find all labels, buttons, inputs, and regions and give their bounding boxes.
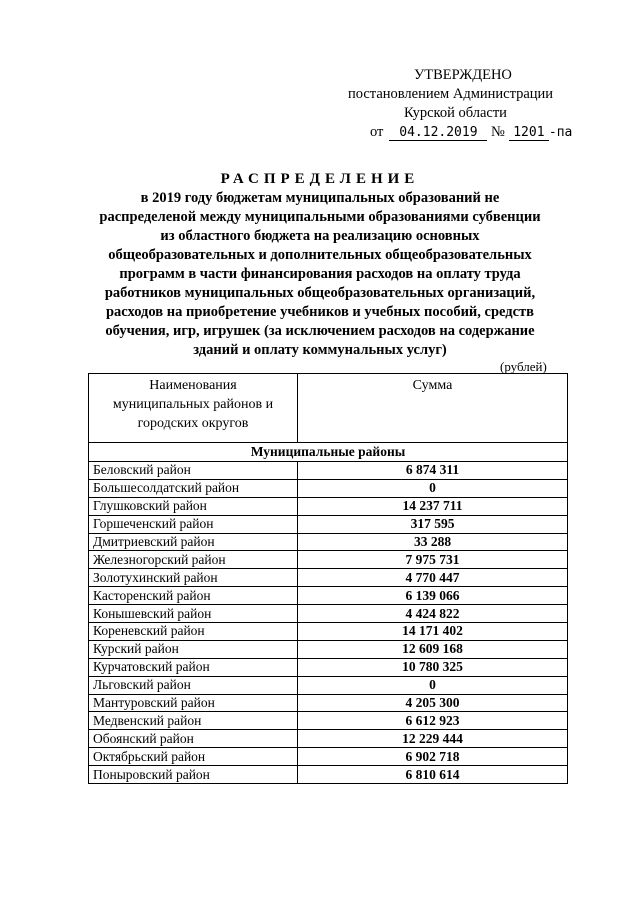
district-amount: 0 <box>298 676 568 694</box>
from-label: от <box>370 124 384 140</box>
district-name: Октябрьский район <box>89 748 298 766</box>
table-row <box>89 730 568 748</box>
district-name: Железногорский район <box>89 551 298 569</box>
column-header-sum: Сумма <box>298 374 568 443</box>
heading-line: в 2019 году бюджетам муниципальных образований не <box>140 190 500 206</box>
table-header-row <box>89 374 568 443</box>
district-amount: 4 424 822 <box>298 605 568 623</box>
column-header-name-line: Наименования <box>149 378 237 393</box>
table-row <box>89 623 568 641</box>
district-name: Горшеченский район <box>89 515 298 533</box>
district-amount: 6 612 923 <box>298 712 568 730</box>
district-amount: 14 237 711 <box>298 497 568 515</box>
distribution-table <box>88 373 568 784</box>
district-amount: 12 609 168 <box>298 640 568 658</box>
district-name: Дмитриевский район <box>89 533 298 551</box>
approval-date: 04.12.2019 <box>389 125 487 141</box>
number-label: № <box>491 124 505 140</box>
district-amount: 7 975 731 <box>298 551 568 569</box>
heading-line: работников муниципальных общеобразовательных организаций, <box>104 285 536 301</box>
heading-line: общеобразовательных и дополнительных общеобразовательных <box>108 247 532 263</box>
column-header-name-line: муниципальных районов и <box>112 397 274 412</box>
table-row <box>89 658 568 676</box>
table-row <box>89 569 568 587</box>
table-row <box>89 497 568 515</box>
district-amount: 4 205 300 <box>298 694 568 712</box>
table-row <box>89 748 568 766</box>
district-amount: 33 288 <box>298 533 568 551</box>
district-name: Глушковский район <box>89 497 298 515</box>
district-amount: 317 595 <box>298 515 568 533</box>
heading-line: обучения, игр, игрушек (за исключением расходов на содержание <box>105 323 535 339</box>
district-name: Золотухинский район <box>89 569 298 587</box>
district-name: Конышевский район <box>89 605 298 623</box>
table-row <box>89 551 568 569</box>
table-row <box>89 587 568 605</box>
district-name: Беловский район <box>89 462 298 480</box>
heading-line: программ в части финансирования расходов на оплату труда <box>119 266 521 282</box>
document-subtitle <box>80 189 560 360</box>
approval-number: 1201 <box>509 125 549 141</box>
section-title: Муниципальные районы <box>89 443 568 462</box>
heading-line: из областного бюджета на реализацию основных <box>160 228 480 244</box>
approval-block <box>348 66 588 142</box>
table-row <box>89 766 568 784</box>
district-amount: 6 810 614 <box>298 766 568 784</box>
section-row <box>89 443 568 462</box>
district-name: Поныровский район <box>89 766 298 784</box>
approval-date-number <box>348 123 588 142</box>
document-heading <box>80 170 560 360</box>
district-amount: 6 902 718 <box>298 748 568 766</box>
district-amount: 6 139 066 <box>298 587 568 605</box>
table-row <box>89 533 568 551</box>
document-title: РАСПРЕДЕЛЕНИЕ <box>220 171 420 187</box>
district-name: Кореневский район <box>89 623 298 641</box>
table-row <box>89 676 568 694</box>
district-name: Курчатовский район <box>89 658 298 676</box>
district-name: Мантуровский район <box>89 694 298 712</box>
district-amount: 12 229 444 <box>298 730 568 748</box>
district-name: Курский район <box>89 640 298 658</box>
table-row <box>89 640 568 658</box>
table-row <box>89 515 568 533</box>
heading-line: расходов на приобретение учебников и учебных пособий, средств <box>105 304 535 320</box>
approval-authority: постановлением Администрации <box>348 86 554 102</box>
district-name: Касторенский район <box>89 587 298 605</box>
approval-number-suffix: -па <box>548 125 573 140</box>
district-amount: 0 <box>298 479 568 497</box>
district-amount: 10 780 325 <box>298 658 568 676</box>
district-name: Обоянский район <box>89 730 298 748</box>
table-row <box>89 605 568 623</box>
table-row <box>89 479 568 497</box>
table-row <box>89 694 568 712</box>
heading-line: зданий и оплату коммунальных услуг) <box>193 342 447 358</box>
district-amount: 6 874 311 <box>298 462 568 480</box>
column-header-name <box>89 374 298 443</box>
district-amount: 4 770 447 <box>298 569 568 587</box>
district-name: Большесолдатский район <box>89 479 298 497</box>
approval-region: Курской области <box>404 105 507 121</box>
district-name: Медвенский район <box>89 712 298 730</box>
approval-title: УТВЕРЖДЕНО <box>414 67 512 83</box>
heading-line: распределеной между муниципальными образованиями субвенции <box>99 209 541 225</box>
district-name: Льговский район <box>89 676 298 694</box>
table-row <box>89 462 568 480</box>
table-row <box>89 712 568 730</box>
column-header-name-line: городских округов <box>137 416 249 431</box>
district-amount: 14 171 402 <box>298 623 568 641</box>
units-label: (рублей) <box>500 359 547 374</box>
